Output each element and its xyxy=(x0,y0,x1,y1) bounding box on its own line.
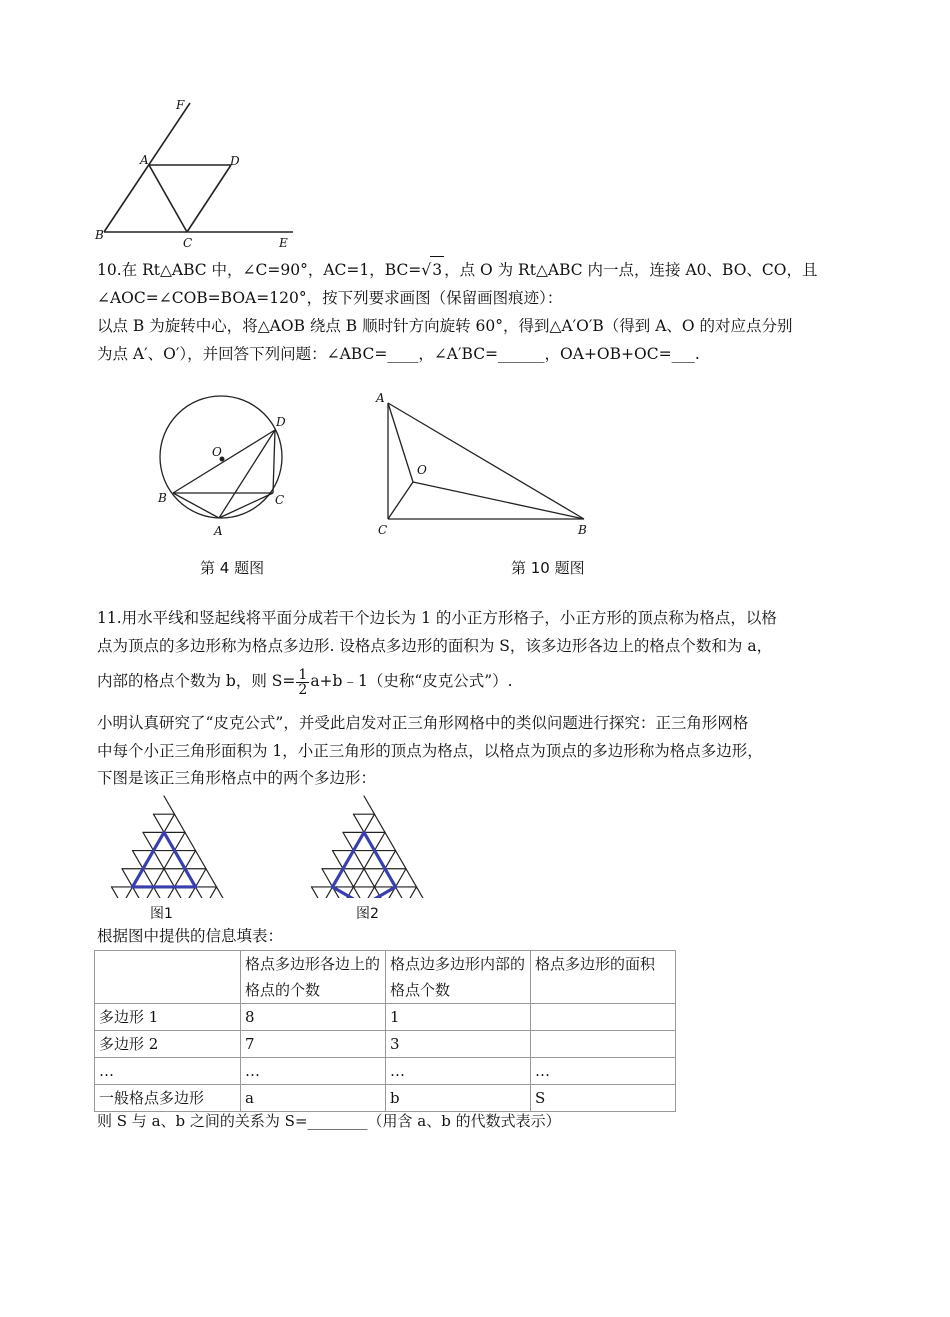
table-cell: 7 xyxy=(241,1031,386,1058)
table-header-cell: 格点边多边形内部的格点个数 xyxy=(386,951,531,1004)
sqrt-symbol: √ xyxy=(421,261,432,279)
caption-fig1: 图1 xyxy=(150,906,173,922)
line-ac xyxy=(149,165,187,232)
line-dc xyxy=(187,165,231,232)
label-F: F xyxy=(176,98,185,112)
table-cell: a xyxy=(241,1085,386,1112)
chord-ba xyxy=(173,493,219,518)
table-cell: 多边形 2 xyxy=(95,1031,241,1058)
q10-line-2: ∠AOC=∠COB=BOA=120°，按下列要求画图（保留画图痕迹）： xyxy=(97,289,563,307)
q11-line-5: 中每个小正三角形面积为 1，小正三角形的顶点为格点，以格点为顶点的多边形称为格点多边形， xyxy=(97,742,763,760)
table-cell: 一般格点多边形 xyxy=(95,1085,241,1112)
side-ab xyxy=(388,403,584,519)
table-cell xyxy=(95,951,241,1004)
table-cell: … xyxy=(386,1058,531,1085)
q11-line-1: 11.用水平线和竖起线将平面分成若干个边长为 1 的小正方形格子，小正方形的顶点称为格点，以格 xyxy=(97,609,777,627)
label-C: C xyxy=(275,493,285,507)
q11-line-4: 小明认真研究了“皮克公式”，并受此启发对正三角形网格中的类似问题进行探究：正三角形网格 xyxy=(97,714,749,732)
q10-line-3: 以点 B 为旋转中心，将△AOB 绕点 B 顺时针方向旋转 60°，得到△A′O′B（得到 A、O 的对应点分别 xyxy=(97,317,793,335)
label-O: O xyxy=(212,445,222,459)
grid-line xyxy=(322,814,375,898)
table-cell: … xyxy=(95,1058,241,1085)
q11-line-3: 内部的格点个数为 b，则 S= $\frac{1}{2}$ a+b﹣1（史称“皮克公式”）. xyxy=(97,666,513,698)
table-cell: 多边形 1 xyxy=(95,1004,241,1031)
label-B: B xyxy=(578,523,587,537)
label-B: B xyxy=(95,228,104,242)
figure-q4-circle xyxy=(150,390,300,540)
label-E: E xyxy=(279,236,288,250)
info-table xyxy=(94,950,676,1112)
final-question: 则 S 与 a、b 之间的关系为 S=________（用含 a、b 的代数式表示） xyxy=(97,1112,561,1130)
table-row xyxy=(95,1004,676,1031)
table-cell: b xyxy=(386,1085,531,1112)
grid-line xyxy=(406,887,417,898)
polygon-edge xyxy=(333,869,344,887)
grid-line xyxy=(206,887,217,898)
label-C: C xyxy=(183,236,193,250)
q11-line-6: 下图是该正三角形格点中的两个多边形： xyxy=(97,769,377,787)
chord-cd xyxy=(273,430,275,493)
table-cell-input[interactable] xyxy=(531,1004,676,1031)
fraction-one-half: $\frac{1}{2}$ xyxy=(298,666,308,698)
caption-fig4: 第 4 题图 xyxy=(200,559,265,577)
table-row xyxy=(95,1058,676,1085)
grid-line xyxy=(112,887,123,898)
line-bf xyxy=(104,103,190,232)
figure-triangle-grid-2 xyxy=(297,794,431,898)
fill-prompt: 根据图中提供的信息填表： xyxy=(97,927,284,945)
table-cell-input[interactable] xyxy=(531,1031,676,1058)
sqrt-value: 3 xyxy=(430,256,444,284)
q10-line-4: 为点 A′、O′），并回答下列问题：∠ABC=____，∠A′BC=______，OA+OB+OC=___. xyxy=(97,345,700,363)
figure-q10-triangle xyxy=(370,385,600,540)
label-B: B xyxy=(158,491,167,505)
q11-line-2: 点为顶点的多边形称为格点多边形. 设格点多边形的面积为 S，该多边形各边上的格点个数和为 a， xyxy=(97,637,773,655)
label-A: A xyxy=(376,391,385,405)
label-D: D xyxy=(276,415,286,429)
label-O: O xyxy=(417,463,427,477)
table-cell: 1 xyxy=(386,1004,531,1031)
label-C: C xyxy=(378,523,388,537)
table-cell: … xyxy=(531,1058,676,1085)
q10-line-1: 10.在 Rt△ABC 中，∠C=90°，AC=1，BC=√3 ，点 O 为 Rt△ABC 内一点，连接 A0、BO、CO，且 xyxy=(97,256,817,284)
segment-co xyxy=(388,482,413,519)
figure-triangle-grid-1 xyxy=(97,794,231,898)
table-cell: … xyxy=(241,1058,386,1085)
table-cell: S xyxy=(531,1085,676,1112)
figure-parallelogram xyxy=(90,95,310,255)
grid-line xyxy=(312,887,323,898)
table-header-cell: 格点多边形各边上的格点的个数 xyxy=(241,951,386,1004)
table-header-row xyxy=(95,951,676,1004)
table-row xyxy=(95,1031,676,1058)
chord-bd xyxy=(173,430,275,493)
table-header-cell: 格点多边形的面积 xyxy=(531,951,676,1004)
table-cell: 8 xyxy=(241,1004,386,1031)
table-cell: 3 xyxy=(386,1031,531,1058)
label-D: D xyxy=(230,154,240,168)
label-A: A xyxy=(214,524,223,538)
label-A: A xyxy=(140,153,149,167)
segment-bo xyxy=(413,482,584,519)
caption-fig10: 第 10 题图 xyxy=(511,559,585,577)
caption-fig2: 图2 xyxy=(356,906,379,922)
